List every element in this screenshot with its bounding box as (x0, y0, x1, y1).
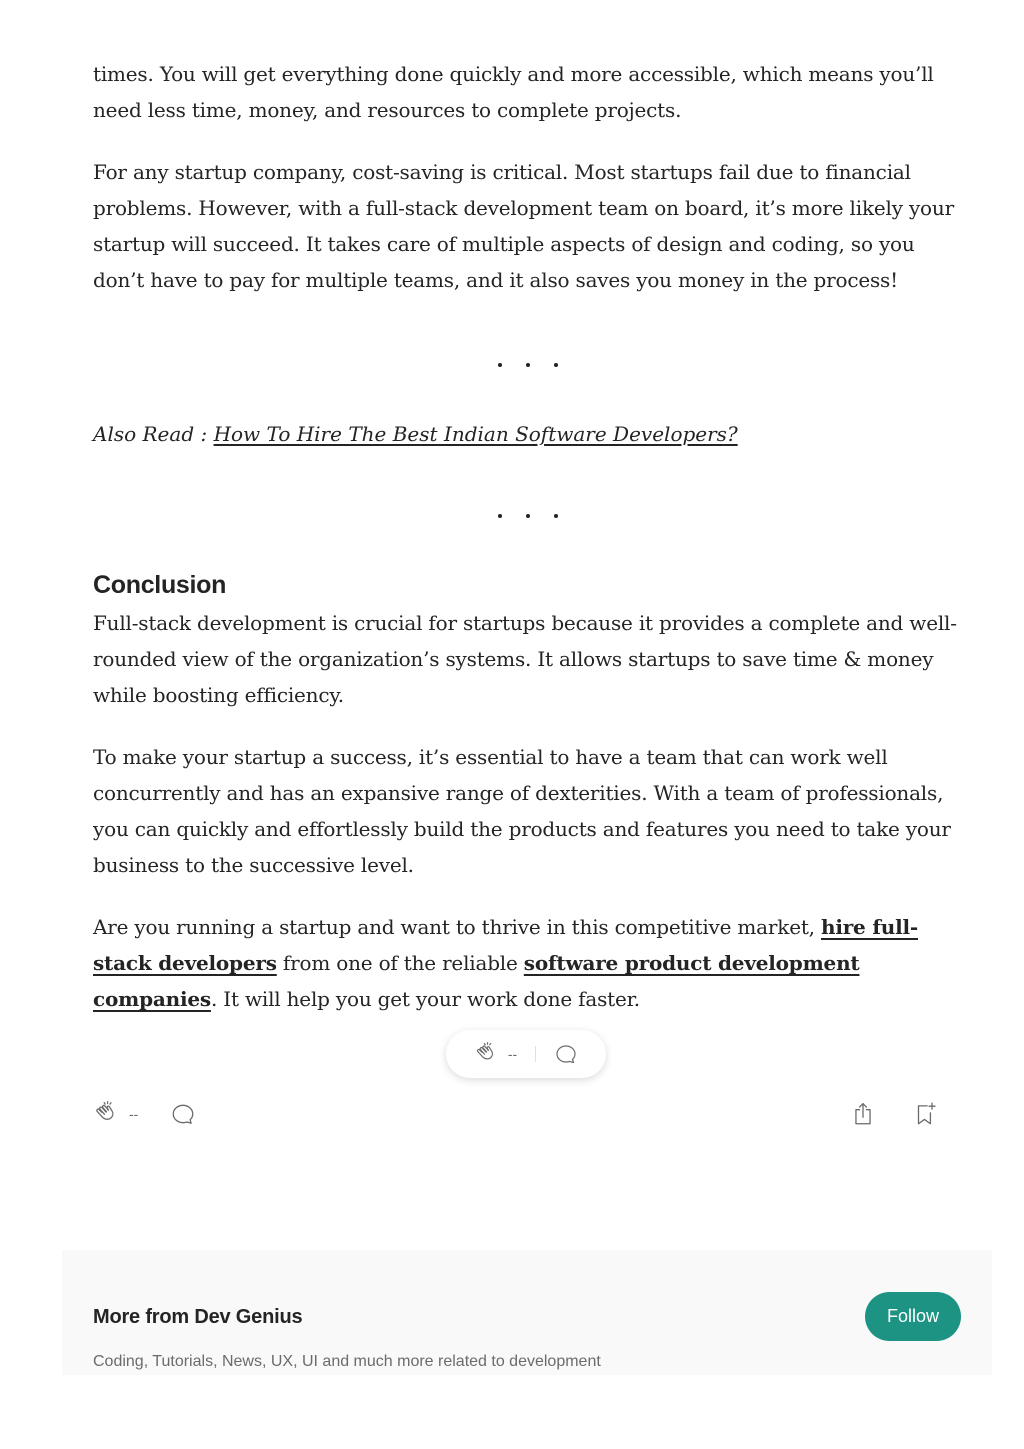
paragraph-with-links (93, 909, 963, 1017)
separator-dot (554, 363, 558, 367)
separator-dot (498, 363, 502, 367)
clap-count: -- (507, 1046, 518, 1062)
hire-full-stack-developers-link[interactable]: hire full-stack developers (93, 915, 918, 975)
clap-icon (474, 1041, 500, 1067)
also-read-prefix: Also Read : (93, 422, 214, 446)
section-separator (93, 505, 963, 525)
also-read-link[interactable]: How To Hire The Best Indian Software Developers? (213, 422, 738, 446)
pill-divider (535, 1046, 536, 1062)
conclusion-body (93, 605, 963, 1017)
separator-dot (498, 514, 502, 518)
more-from-title: More from Dev Genius (93, 1306, 303, 1328)
follow-button[interactable]: Follow (865, 1292, 961, 1341)
comment-icon (554, 1042, 578, 1066)
more-from-publication (62, 1250, 992, 1375)
also-read (93, 416, 738, 452)
software-product-development-companies-link[interactable]: software product development companies (93, 951, 860, 1011)
article-action-bar (93, 1094, 938, 1134)
floating-action-pill (446, 1030, 606, 1078)
text-segment: from one of the reliable (276, 951, 524, 975)
bookmark-button[interactable] (912, 1101, 938, 1127)
article-body (93, 56, 963, 1011)
clap-count: -- (129, 1106, 139, 1122)
separator-dot (526, 363, 530, 367)
paragraph: For any startup company, cost-saving is critical. Most startups fail due to financial problems. However, with a full-stack development team on board, it’s more likely your startup will succeed. It takes care of multiple aspects of design and coding, so you don’t have to pay for multiple teams, and it also saves you money in the process! (93, 160, 954, 292)
paragraph: times. You will get everything done quickly and more accessible, which means you’ll need less time, money, and resources to complete projects. (93, 62, 934, 122)
clap-button[interactable] (474, 1041, 517, 1067)
publication-description: Coding, Tutorials, News, UX, UI and much more related to development (93, 1353, 601, 1370)
paragraph: To make your startup a success, it’s essential to have a team that can work well concurrently and has an expansive range of dexterities. With a team of professionals, you can quickly and effortlessly build the products and features you need to take your business to the successive level. (93, 745, 951, 877)
text-segment: Are you running a startup and want to thrive in this competitive market, (93, 915, 821, 939)
clap-icon (93, 1100, 121, 1128)
share-button[interactable] (850, 1101, 876, 1127)
bookmark-add-icon (912, 1101, 938, 1127)
comment-icon (170, 1101, 196, 1127)
comment-button[interactable] (554, 1042, 578, 1066)
action-bar-right (850, 1101, 938, 1127)
separator-dot (526, 514, 530, 518)
section-separator (93, 354, 963, 374)
clap-button[interactable] (93, 1100, 138, 1128)
separator-dot (554, 514, 558, 518)
text-segment: . It will help you get your work done faster. (210, 987, 640, 1011)
conclusion-heading: Conclusion (93, 571, 227, 599)
paragraph: Full-stack development is crucial for startups because it provides a complete and well-rounded view of the organization’s systems. It allows startups to save time & money while boosting efficiency. (93, 611, 957, 707)
share-icon (850, 1101, 876, 1127)
comment-button[interactable] (170, 1101, 196, 1127)
